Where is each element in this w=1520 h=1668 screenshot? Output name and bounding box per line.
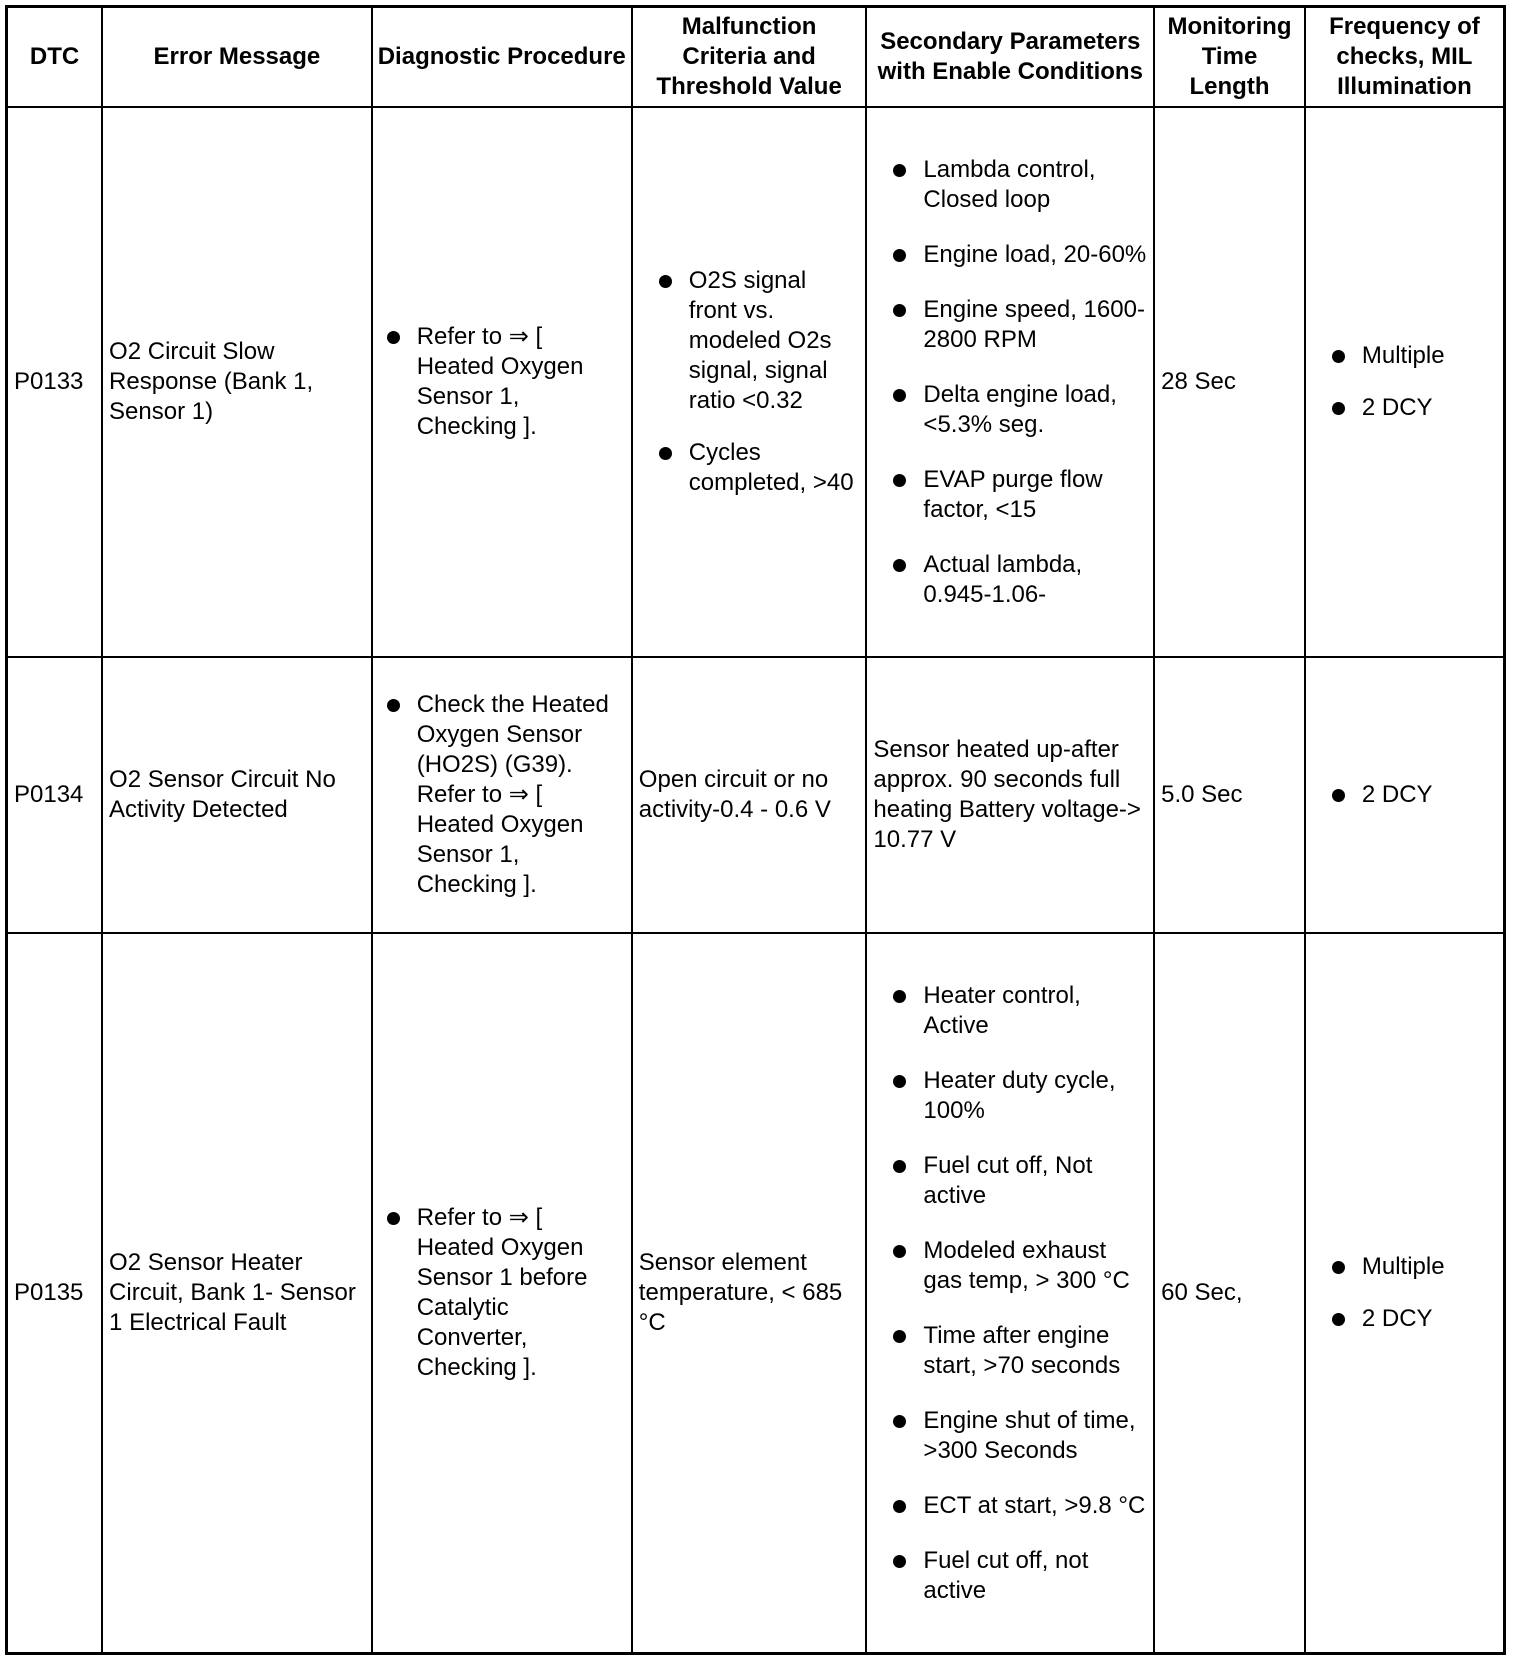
- secondary-item: Engine load, 20-60%: [873, 240, 1147, 270]
- secondary-item: Fuel cut off, not active: [873, 1546, 1147, 1606]
- procedure-list: [379, 322, 625, 442]
- secondary-item: Actual lambda, 0.945-1.06-: [873, 550, 1147, 610]
- frequency-mil: [1305, 933, 1505, 1654]
- frequency-mil: [1305, 657, 1505, 933]
- frequency-item: 2 DCY: [1312, 1304, 1497, 1334]
- secondary-item: Lambda control, Closed loop: [873, 155, 1147, 215]
- malfunction-item: O2S signal front vs. modeled O2s signal, signal ratio <0.32: [639, 266, 860, 416]
- frequency-item: 2 DCY: [1312, 393, 1497, 423]
- frequency-mil: [1305, 107, 1505, 657]
- frequency-item: Multiple: [1312, 341, 1497, 371]
- secondary-parameters: Sensor heated up-after approx. 90 seconds full heating Battery voltage-> 10.77 V: [866, 657, 1154, 933]
- diagnostic-procedure: [372, 107, 632, 657]
- dtc-code: P0135: [7, 933, 103, 1654]
- frequency-item: Multiple: [1312, 1252, 1497, 1282]
- malfunction-list: [639, 266, 860, 498]
- dtc-table: [5, 5, 1506, 1655]
- header-row: [7, 7, 1505, 108]
- frequency-list: [1312, 1252, 1497, 1334]
- procedure-item: Check the Heated Oxygen Sensor (HO2S) (G39). Refer to ⇒ [ Heated Oxygen Sensor 1, Checking ].: [379, 690, 625, 900]
- secondary-item: Engine shut of time, >300 Seconds: [873, 1406, 1147, 1466]
- secondary-parameters: [866, 933, 1154, 1654]
- secondary-item: Heater control, Active: [873, 981, 1147, 1041]
- header-diagnostic-procedure: Diagnostic Procedure: [372, 7, 632, 108]
- diagnostic-procedure: [372, 657, 632, 933]
- dtc-code: P0134: [7, 657, 103, 933]
- malfunction-criteria: Sensor element temperature, < 685 °C: [632, 933, 867, 1654]
- table-row: [7, 657, 1505, 933]
- procedure-list: [379, 1203, 625, 1383]
- diagnostic-procedure: [372, 933, 632, 1654]
- error-message: O2 Sensor Heater Circuit, Bank 1- Sensor 1 Electrical Fault: [102, 933, 372, 1654]
- header-secondary-parameters: Secondary Parameters with Enable Conditions: [866, 7, 1154, 108]
- header-malfunction-criteria: Malfunction Criteria and Threshold Value: [632, 7, 867, 108]
- header-frequency-mil: Frequency of checks, MIL Illumination: [1305, 7, 1505, 108]
- malfunction-criteria: [632, 107, 867, 657]
- secondary-item: Heater duty cycle, 100%: [873, 1066, 1147, 1126]
- secondary-item: Engine speed, 1600-2800 RPM: [873, 295, 1147, 355]
- error-message: O2 Circuit Slow Response (Bank 1, Sensor 1): [102, 107, 372, 657]
- monitoring-time: 60 Sec,: [1154, 933, 1305, 1654]
- procedure-item: Refer to ⇒ [ Heated Oxygen Sensor 1, Checking ].: [379, 322, 625, 442]
- monitoring-time: 5.0 Sec: [1154, 657, 1305, 933]
- secondary-list: [873, 155, 1147, 610]
- procedure-item: Refer to ⇒ [ Heated Oxygen Sensor 1 before Catalytic Converter, Checking ].: [379, 1203, 625, 1383]
- malfunction-item: Cycles completed, >40: [639, 438, 860, 498]
- frequency-list: [1312, 341, 1497, 423]
- monitoring-time: 28 Sec: [1154, 107, 1305, 657]
- table-row: [7, 107, 1505, 657]
- header-dtc: DTC: [7, 7, 103, 108]
- header-error-message: Error Message: [102, 7, 372, 108]
- header-monitoring-time: Monitoring Time Length: [1154, 7, 1305, 108]
- secondary-item: Time after engine start, >70 seconds: [873, 1321, 1147, 1381]
- frequency-item: 2 DCY: [1312, 780, 1497, 810]
- secondary-item: Modeled exhaust gas temp, > 300 °C: [873, 1236, 1147, 1296]
- secondary-item: ECT at start, >9.8 °C: [873, 1491, 1147, 1521]
- secondary-item: Delta engine load, <5.3% seg.: [873, 380, 1147, 440]
- secondary-parameters: [866, 107, 1154, 657]
- secondary-list: [873, 981, 1147, 1606]
- table-row: [7, 933, 1505, 1654]
- malfunction-criteria: Open circuit or no activity-0.4 - 0.6 V: [632, 657, 867, 933]
- procedure-list: [379, 690, 625, 900]
- frequency-list: [1312, 780, 1497, 810]
- error-message: O2 Sensor Circuit No Activity Detected: [102, 657, 372, 933]
- secondary-item: EVAP purge flow factor, <15: [873, 465, 1147, 525]
- dtc-code: P0133: [7, 107, 103, 657]
- secondary-item: Fuel cut off, Not active: [873, 1151, 1147, 1211]
